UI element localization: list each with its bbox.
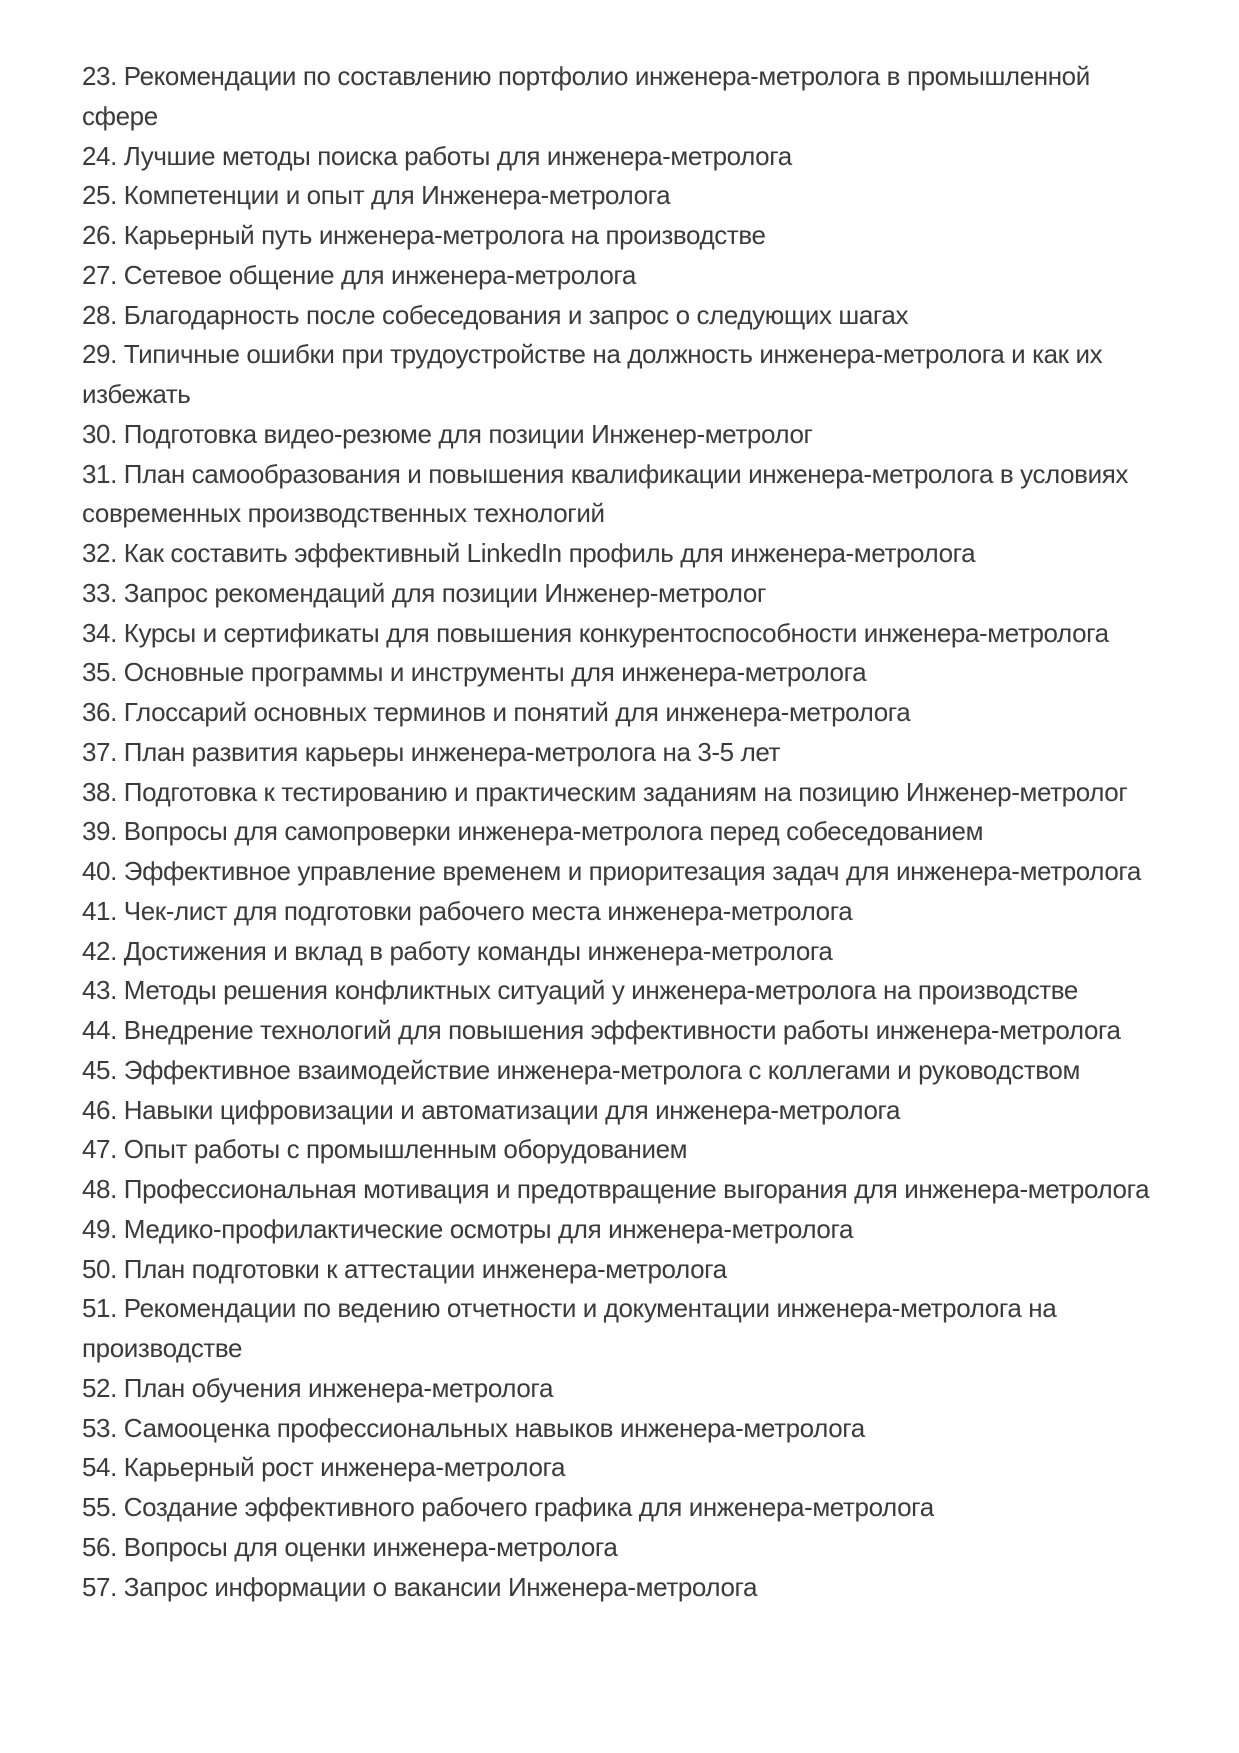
- list-item: [82, 1369, 1157, 1409]
- item-number: 50.: [82, 1253, 117, 1284]
- item-number: 51.: [82, 1293, 117, 1324]
- item-text: Типичные ошибки при трудоустройстве на должность инженера-метролога и как их избежать: [82, 339, 1103, 409]
- item-number: 31.: [82, 458, 117, 489]
- item-number: 49.: [82, 1213, 117, 1244]
- item-text: План развития карьеры инженера-метролога на 3-5 лет: [123, 736, 781, 767]
- list-item: [82, 1448, 1157, 1488]
- list-item: [82, 892, 1157, 932]
- list-item: [82, 1011, 1157, 1051]
- list-item: [82, 534, 1157, 574]
- item-number: 28.: [82, 299, 117, 330]
- item-text: План обучения инженера-метролога: [123, 1372, 554, 1403]
- item-text: Профессиональная мотивация и предотвращение выгорания для инженера-метролога: [123, 1174, 1150, 1204]
- item-number: 37.: [82, 736, 117, 767]
- item-number: 54.: [82, 1452, 117, 1483]
- item-text: Благодарность после собеседования и запрос о следующих шагах: [123, 299, 909, 330]
- item-text: Вопросы для самопроверки инженера-метролога перед собеседованием: [123, 816, 984, 847]
- item-text: Чек-лист для подготовки рабочего места инженера-метролога: [123, 895, 853, 926]
- list-item: [82, 1170, 1157, 1210]
- item-text: Карьерный путь инженера-метролога на производстве: [123, 220, 766, 250]
- item-text: Основные программы и инструменты для инженера-метролога: [123, 657, 867, 688]
- item-number: 32.: [82, 538, 117, 568]
- item-text: Эффективное управление временем и приоритезация задач для инженера-метролога: [123, 856, 1141, 886]
- item-number: 30.: [82, 418, 117, 449]
- list-item: [82, 415, 1157, 455]
- item-text: Рекомендации по ведению отчетности и документации инженера-метролога на производстве: [82, 1293, 1057, 1363]
- item-number: 26.: [82, 220, 117, 250]
- item-text: Сетевое общение для инженера-метролога: [123, 259, 636, 290]
- item-number: 25.: [82, 180, 117, 211]
- list-item: [82, 1091, 1157, 1131]
- list-item: [82, 932, 1157, 972]
- item-number: 38.: [82, 776, 117, 807]
- list-item: [82, 1250, 1157, 1290]
- item-number: 24.: [82, 140, 117, 171]
- list-item: [82, 216, 1157, 256]
- item-number: 34.: [82, 617, 117, 648]
- item-text: Навыки цифровизации и автоматизации для инженера-метролога: [123, 1094, 901, 1125]
- item-number: 43.: [82, 975, 117, 1006]
- item-text: Компетенции и опыт для Инженера-метролога: [123, 180, 671, 211]
- item-text: Глоссарий основных терминов и понятий для инженера-метролога: [123, 697, 911, 727]
- list-item: [82, 773, 1157, 813]
- item-number: 47.: [82, 1134, 117, 1165]
- item-text: Курсы и сертификаты для повышения конкурентоспособности инженера-метролога: [123, 617, 1109, 648]
- list-item: [82, 137, 1157, 177]
- item-number: 57.: [82, 1571, 117, 1602]
- item-number: 35.: [82, 657, 117, 688]
- item-number: 39.: [82, 816, 117, 847]
- list-item: [82, 693, 1157, 733]
- item-text: Карьерный рост инженера-метролога: [123, 1452, 566, 1483]
- list-item: [82, 653, 1157, 693]
- item-text: План подготовки к аттестации инженера-метролога: [123, 1253, 727, 1284]
- item-text: Опыт работы с промышленным оборудованием: [123, 1134, 688, 1165]
- item-number: 33.: [82, 577, 117, 608]
- item-text: Рекомендации по составлению портфолио инженера-метролога в промышленной сфере: [82, 61, 1090, 131]
- list-item: [82, 57, 1157, 137]
- item-number: 53.: [82, 1412, 117, 1443]
- item-number: 42.: [82, 935, 117, 966]
- list-item: [82, 296, 1157, 336]
- item-text: Медико-профилактические осмотры для инженера-метролога: [123, 1213, 854, 1244]
- item-text: Создание эффективного рабочего графика для инженера-метролога: [123, 1492, 934, 1522]
- item-number: 23.: [82, 61, 117, 91]
- list-item: [82, 614, 1157, 654]
- list-item: [82, 1289, 1157, 1369]
- list-item: [82, 1568, 1157, 1608]
- list-item: [82, 1130, 1157, 1170]
- list-item: [82, 256, 1157, 296]
- item-text: Подготовка к тестированию и практическим заданиям на позицию Инженер-метролог: [123, 776, 1128, 807]
- item-text: Методы решения конфликтных ситуаций у инженера-метролога на производстве: [123, 975, 1078, 1006]
- list-item: [82, 1409, 1157, 1449]
- item-number: 45.: [82, 1054, 117, 1085]
- list-item: [82, 812, 1157, 852]
- item-number: 29.: [82, 339, 117, 370]
- item-number: 48.: [82, 1174, 117, 1204]
- item-text: План самообразования и повышения квалификации инженера-метролога в условиях современных производственных технологий: [82, 458, 1128, 529]
- item-number: 44.: [82, 1015, 117, 1045]
- list-item: [82, 1488, 1157, 1528]
- item-number: 41.: [82, 895, 117, 926]
- list-item: [82, 1051, 1157, 1091]
- item-text: Запрос информации о вакансии Инженера-метролога: [123, 1571, 758, 1602]
- item-text: Внедрение технологий для повышения эффективности работы инженера-метролога: [123, 1015, 1121, 1045]
- list-item: [82, 455, 1157, 535]
- item-text: Лучшие методы поиска работы для инженера-метролога: [123, 140, 792, 171]
- item-text: Вопросы для оценки инженера-метролога: [123, 1531, 618, 1562]
- list-item: [82, 335, 1157, 415]
- list-item: [82, 1528, 1157, 1568]
- item-number: 27.: [82, 259, 117, 290]
- item-number: 55.: [82, 1492, 117, 1522]
- topic-list: [82, 57, 1157, 1607]
- list-item: [82, 176, 1157, 216]
- list-item: [82, 733, 1157, 773]
- item-number: 46.: [82, 1094, 117, 1125]
- item-number: 56.: [82, 1531, 117, 1562]
- list-item: [82, 852, 1157, 892]
- item-text: Самооценка профессиональных навыков инженера-метролога: [123, 1412, 865, 1443]
- list-item: [82, 574, 1157, 614]
- item-text: Подготовка видео-резюме для позиции Инженер-метролог: [123, 418, 813, 449]
- item-number: 36.: [82, 697, 117, 727]
- list-item: [82, 971, 1157, 1011]
- item-number: 52.: [82, 1372, 117, 1403]
- item-text: Эффективное взаимодействие инженера-метролога с коллегами и руководством: [123, 1054, 1080, 1085]
- item-text: Запрос рекомендаций для позиции Инженер-метролог: [123, 577, 766, 608]
- item-text: Как составить эффективный LinkedIn профиль для инженера-метролога: [123, 538, 976, 568]
- list-item: [82, 1210, 1157, 1250]
- item-text: Достижения и вклад в работу команды инженера-метролога: [123, 935, 833, 966]
- item-number: 40.: [82, 856, 117, 886]
